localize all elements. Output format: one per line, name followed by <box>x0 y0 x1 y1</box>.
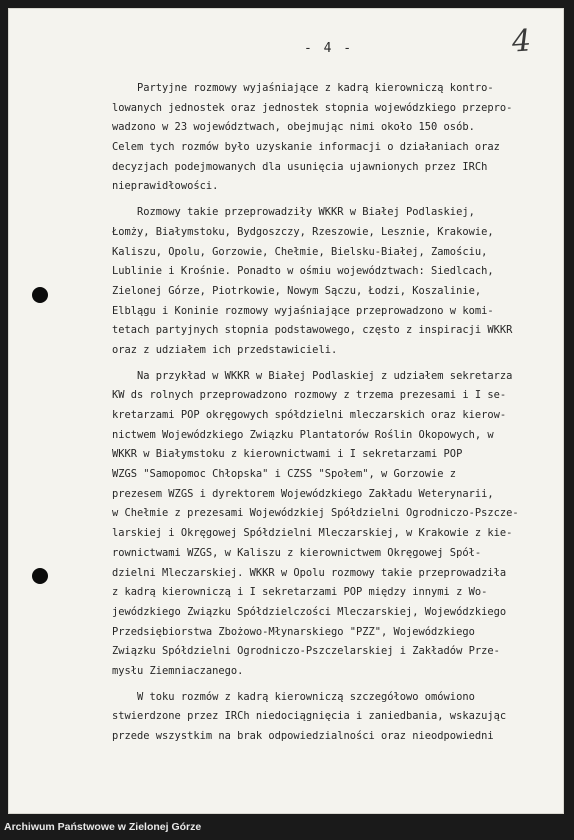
text-line: Lublinie i Krośnie. Ponadto w ośmiu województwach: Siedlcach, <box>112 265 494 278</box>
text-line: W toku rozmów z kadrą kierowniczą szczegółowo omówiono <box>112 690 475 703</box>
punch-hole-top <box>32 287 48 303</box>
text-line: dzielni Mleczarskiej. WKKR w Opolu rozmowy takie przeprowadziła <box>112 566 507 579</box>
text-line: larskiej i Okręgowej Spółdzielni Mleczarskiej, w Krakowie z kie- <box>112 527 513 540</box>
text-line: przede wszystkim na brak odpowiedzialności oraz nieodpowiedni <box>112 730 494 742</box>
text-line: oraz z udziałem ich przedstawicieli. <box>112 343 338 356</box>
text-line: stwierdzone przez IRCh niedociągnięcia i zaniedbania, wskazując <box>112 710 507 723</box>
text-line: Przedsiębiorstwa Zbożowo-Młynarskiego "PZZ", Wojewódzkiego <box>112 625 475 638</box>
text-line: nictwem Wojewódzkiego Związku Plantatorów Roślin Okopowych, w <box>112 428 494 441</box>
text-line: Na przykład w WKKR w Białej Podlaskiej z udziałem sekretarza <box>112 369 513 382</box>
archive-footer: Archiwum Państwowe w Zielonej Górze <box>4 821 202 833</box>
text-line: nieprawidłowości. <box>112 180 219 193</box>
document-page <box>8 8 564 814</box>
text-line: z kadrą kierowniczą i I sekretarzami POP między innymi z Wo- <box>112 586 488 599</box>
text-line: Rozmowy takie przeprowadziły WKKR w Białej Podlaskiej, <box>112 206 475 219</box>
paragraph <box>112 79 538 197</box>
text-line: KW ds rolnych przeprowadzono rozmowy z trzema prezesami i I se- <box>112 389 507 402</box>
text-line: w Chełmie z prezesami Wojewódzkiej Spółdzielni Ogrodniczo-Pszcze- <box>112 507 519 520</box>
text-line: Celem tych rozmów było uzyskanie informacji o działaniach oraz <box>112 141 500 154</box>
text-line: Łomży, Białymstoku, Bydgoszczy, Rzeszowie, Lesznie, Krakowie, <box>112 225 494 238</box>
text-line: Kaliszu, Opolu, Gorzowie, Chełmie, Bielsku-Białej, Zamościu, <box>112 245 488 258</box>
text-line: wadzono w 23 województwach, obejmując nimi około 150 osób. <box>112 121 475 134</box>
text-line: lowanych jednostek oraz jednostek stopnia wojewódzkiego przepro- <box>112 101 513 114</box>
text-line: kretarzami POP okręgowych spółdzielni mleczarskich oraz kierow- <box>112 409 507 421</box>
handwritten-page-mark: 4 <box>510 23 533 60</box>
page-number: - 4 - <box>304 41 354 56</box>
text-line: WKKR w Białymstoku z kierownictwami i I sekretarzami POP <box>112 448 463 461</box>
text-line: jewódzkiego Związku Spółdzielczości Mleczarskiej, Wojewódzkiego <box>112 605 507 618</box>
paragraph <box>112 203 538 361</box>
text-line: mysłu Ziemniaczanego. <box>112 664 244 677</box>
text-line: prezesem WZGS i dyrektorem Wojewódzkiego Zakładu Weterynarii, <box>112 487 494 500</box>
text-line: decyzjach podejmowanych dla usunięcia ujawnionych przez IRCh <box>112 160 488 173</box>
text-line: Elblągu i Koninie rozmowy wyjaśniające przeprowadzono w komi- <box>112 304 494 317</box>
text-line: tetach partyjnych stopnia podstawowego, często z inspiracji WKKR <box>112 324 513 337</box>
text-line: rownictwami WZGS, w Kaliszu z kierownictwem Okręgowej Spół- <box>112 546 482 559</box>
document-body <box>112 79 538 747</box>
paragraph <box>112 367 538 682</box>
text-line: Związku Spółdzielni Ogrodniczo-Pszczelarskiej i Zakładów Prze- <box>112 645 500 658</box>
paragraph-container <box>112 79 538 747</box>
text-line: WZGS "Samopomoc Chłopska" i CZSS "Społem", w Gorzowie z <box>112 468 457 481</box>
paragraph <box>112 688 538 747</box>
punch-hole-bottom <box>32 568 48 584</box>
text-line: Zielonej Górze, Piotrkowie, Nowym Sączu, Łodzi, Koszalinie, <box>112 284 482 297</box>
text-line: Partyjne rozmowy wyjaśniające z kadrą kierowniczą kontro- <box>112 82 494 94</box>
